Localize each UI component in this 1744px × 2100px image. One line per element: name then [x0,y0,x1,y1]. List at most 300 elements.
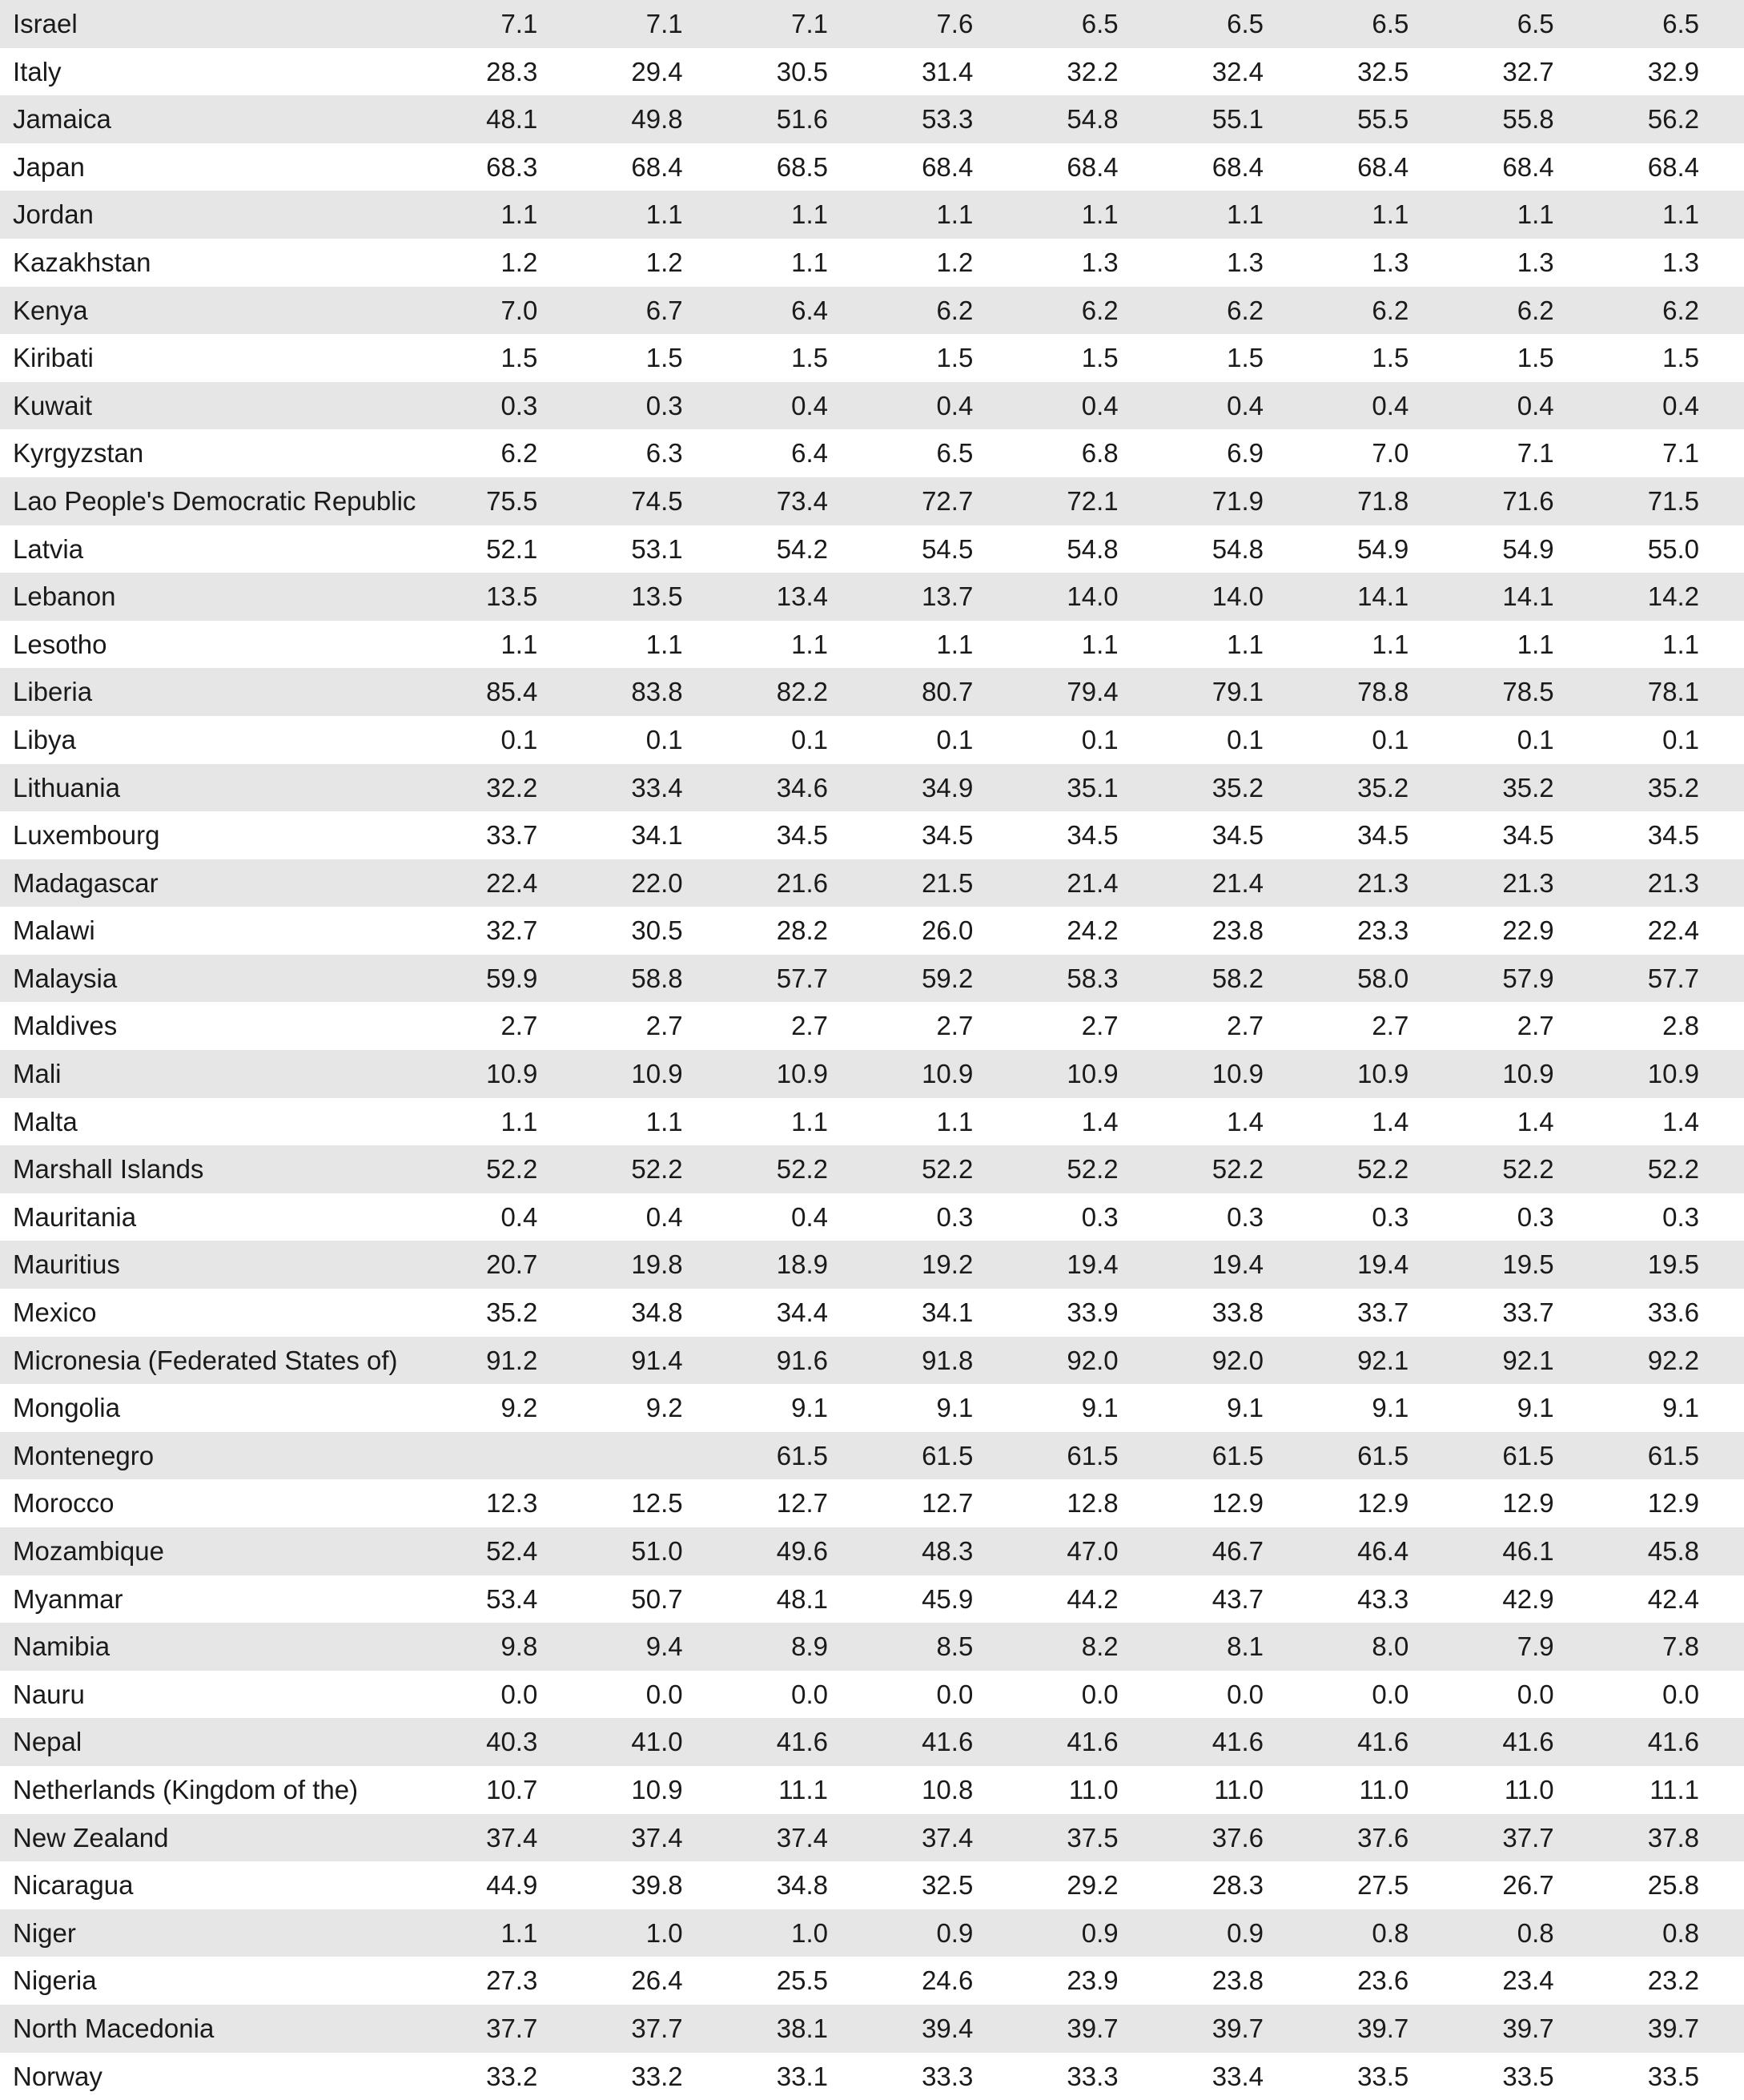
value-cell: 23.3 [1357,915,1409,946]
value-cell: 57.7 [776,963,828,993]
value-cell: 34.5 [922,820,974,851]
value-cell: 1.4 [1662,1106,1699,1136]
value-cell: 44.2 [1067,1583,1119,1614]
value-cell: 49.6 [776,1536,828,1566]
value-cell: 9.1 [936,1393,974,1423]
value-cell: 57.9 [1502,963,1554,993]
value-cell: 37.6 [1212,1822,1264,1853]
value-cell: 2.7 [1227,1011,1264,1041]
value-cell: 56.2 [1647,104,1699,135]
value-cell: 22.4 [486,867,538,898]
value-cell: 0.3 [1517,1201,1554,1232]
value-cell: 21.4 [1212,867,1264,898]
value-cell: 0.0 [645,1679,683,1709]
value-cell: 91.2 [486,1345,538,1375]
country-name-cell: Jordan [13,199,94,230]
country-name-cell: Nicaragua [13,1870,134,1901]
value-cell: 33.5 [1357,2061,1409,2091]
value-cell: 0.1 [936,724,974,754]
value-cell: 1.1 [1517,629,1554,659]
value-cell: 2.7 [1081,1011,1119,1041]
value-cell: 1.4 [1372,1106,1409,1136]
value-cell: 6.2 [500,438,538,469]
value-cell: 1.3 [1372,247,1409,277]
value-cell: 78.5 [1502,677,1554,707]
value-cell: 37.4 [922,1822,974,1853]
table-row [0,1623,1744,1671]
value-cell: 1.5 [791,343,828,373]
table-row [0,1527,1744,1575]
value-cell: 29.2 [1067,1870,1119,1901]
table-row [0,334,1744,382]
value-cell: 48.1 [486,104,538,135]
value-cell: 61.5 [1647,1440,1699,1470]
value-cell: 1.3 [1662,247,1699,277]
value-cell: 68.4 [1647,151,1699,182]
country-name-cell: North Macedonia [13,2013,215,2043]
value-cell: 42.9 [1502,1583,1554,1614]
value-cell: 32.5 [922,1870,974,1901]
value-cell: 59.9 [486,963,538,993]
value-cell: 59.2 [922,963,974,993]
value-cell: 39.7 [1357,2013,1409,2043]
country-name-cell: Nigeria [13,1965,97,1996]
value-cell: 39.7 [1502,2013,1554,2043]
value-cell: 1.2 [936,247,974,277]
value-cell: 41.6 [1502,1727,1554,1757]
table-row [0,429,1744,477]
value-cell: 33.3 [1067,2061,1119,2091]
table-row [0,143,1744,191]
value-cell: 37.4 [486,1822,538,1853]
value-cell: 34.5 [1212,820,1264,851]
value-cell: 1.1 [936,1106,974,1136]
value-cell: 0.1 [1081,724,1119,754]
value-cell: 1.5 [1227,343,1264,373]
value-cell: 1.5 [1662,343,1699,373]
value-cell: 58.0 [1357,963,1409,993]
country-name-cell: Malawi [13,915,95,946]
value-cell: 61.5 [1212,1440,1264,1470]
value-cell: 27.5 [1357,1870,1409,1901]
value-cell: 32.7 [486,915,538,946]
value-cell: 39.7 [1647,2013,1699,2043]
table-row [0,1766,1744,1814]
value-cell: 41.0 [631,1727,683,1757]
value-cell: 10.9 [776,1059,828,1089]
value-cell: 37.5 [1067,1822,1119,1853]
value-cell: 10.9 [486,1059,538,1089]
value-cell: 29.4 [631,56,683,86]
value-cell: 11.0 [1214,1774,1264,1804]
value-cell: 0.4 [1517,390,1554,420]
value-cell: 31.4 [922,56,974,86]
value-cell: 8.5 [936,1631,974,1662]
value-cell: 1.0 [791,1917,828,1948]
value-cell: 14.2 [1647,581,1699,612]
value-cell: 10.9 [1212,1059,1264,1089]
value-cell: 0.0 [1227,1679,1264,1709]
country-name-cell: Libya [13,724,76,754]
value-cell: 6.2 [1227,295,1264,325]
value-cell: 33.9 [1067,1297,1119,1328]
table-row [0,1193,1744,1241]
value-cell: 1.0 [645,1917,683,1948]
value-cell: 7.1 [1662,438,1699,469]
value-cell: 8.1 [1227,1631,1264,1662]
country-name-cell: Lebanon [13,581,116,612]
value-cell: 19.4 [1212,1249,1264,1280]
country-name-cell: Luxembourg [13,820,160,851]
value-cell: 30.5 [631,915,683,946]
table-row [0,2005,1744,2053]
value-cell: 11.0 [1359,1774,1409,1804]
value-cell: 0.0 [1517,1679,1554,1709]
value-cell: 12.9 [1502,1488,1554,1519]
value-cell: 8.0 [1372,1631,1409,1662]
value-cell: 6.3 [645,438,683,469]
value-cell: 0.3 [645,390,683,420]
country-name-cell: Mauritius [13,1249,120,1280]
value-cell: 6.4 [791,438,828,469]
table-row [0,1671,1744,1719]
value-cell: 1.4 [1081,1106,1119,1136]
value-cell: 1.1 [500,199,538,230]
value-cell: 61.5 [776,1440,828,1470]
value-cell: 2.7 [936,1011,974,1041]
value-cell: 1.1 [1662,629,1699,659]
country-name-cell: Namibia [13,1631,111,1662]
value-cell: 9.1 [1227,1393,1264,1423]
value-cell: 46.1 [1502,1536,1554,1566]
value-cell: 50.7 [631,1583,683,1614]
value-cell: 42.4 [1647,1583,1699,1614]
value-cell: 40.3 [486,1727,538,1757]
value-cell: 1.1 [1517,199,1554,230]
value-cell: 0.4 [500,1201,538,1232]
value-cell: 32.2 [1067,56,1119,86]
value-cell: 1.5 [1372,343,1409,373]
value-cell: 47.0 [1067,1536,1119,1566]
value-cell: 0.1 [645,724,683,754]
value-cell: 1.5 [936,343,974,373]
value-cell: 14.1 [1502,581,1554,612]
value-cell: 34.1 [922,1297,974,1328]
value-cell: 1.1 [936,629,974,659]
value-cell: 13.5 [631,581,683,612]
value-cell: 46.4 [1357,1536,1409,1566]
table-row [0,1145,1744,1193]
value-cell: 74.5 [631,485,683,516]
value-cell: 0.9 [1227,1917,1264,1948]
value-cell: 35.2 [1647,772,1699,803]
country-name-cell: Mali [13,1059,62,1089]
value-cell: 23.6 [1357,1965,1409,1996]
value-cell: 21.5 [922,867,974,898]
value-cell: 21.3 [1647,867,1699,898]
value-cell: 41.6 [1212,1727,1264,1757]
value-cell: 19.4 [1067,1249,1119,1280]
value-cell: 1.1 [1662,199,1699,230]
value-cell: 10.9 [1502,1059,1554,1089]
value-cell: 10.8 [922,1774,974,1804]
country-name-cell: New Zealand [13,1822,169,1853]
value-cell: 33.7 [486,820,538,851]
value-cell: 26.7 [1502,1870,1554,1901]
value-cell: 9.1 [791,1393,828,1423]
value-cell: 45.9 [922,1583,974,1614]
value-cell: 37.7 [486,2013,538,2043]
value-cell: 34.8 [776,1870,828,1901]
value-cell: 21.3 [1357,867,1409,898]
country-name-cell: Kuwait [13,390,93,420]
value-cell: 71.5 [1647,485,1699,516]
value-cell: 34.5 [1357,820,1409,851]
value-cell: 12.9 [1647,1488,1699,1519]
table-row [0,239,1744,287]
value-cell: 0.8 [1517,1917,1554,1948]
value-cell: 75.5 [486,485,538,516]
value-cell: 12.9 [1212,1488,1264,1519]
value-cell: 0.3 [936,1201,974,1232]
value-cell: 37.8 [1647,1822,1699,1853]
value-cell: 6.2 [1081,295,1119,325]
value-cell: 58.3 [1067,963,1119,993]
value-cell: 52.2 [631,1154,683,1185]
table-row [0,764,1744,812]
table-row [0,1718,1744,1766]
value-cell: 73.4 [776,485,828,516]
value-cell: 7.1 [645,9,683,38]
value-cell: 34.5 [1647,820,1699,851]
value-cell: 92.1 [1502,1345,1554,1375]
value-cell: 1.1 [791,629,828,659]
value-cell: 19.5 [1502,1249,1554,1280]
value-cell: 18.9 [776,1249,828,1280]
value-cell: 12.9 [1357,1488,1409,1519]
value-cell: 0.1 [791,724,828,754]
table-row [0,907,1744,955]
value-cell: 68.3 [486,151,538,182]
country-name-cell: Lao People's Democratic Republic [13,485,416,516]
value-cell: 6.5 [936,438,974,469]
value-cell: 68.5 [776,151,828,182]
value-cell: 48.3 [922,1536,974,1566]
value-cell: 52.2 [1502,1154,1554,1185]
country-name-cell: Myanmar [13,1583,123,1614]
value-cell: 28.3 [486,56,538,86]
value-cell: 35.2 [1502,772,1554,803]
value-cell: 71.6 [1502,485,1554,516]
country-name-cell: Micronesia (Federated States of) [13,1345,398,1375]
value-cell: 92.2 [1647,1345,1699,1375]
value-cell: 19.4 [1357,1249,1409,1280]
value-cell: 0.1 [1372,724,1409,754]
value-cell: 35.2 [1357,772,1409,803]
value-cell: 24.6 [922,1965,974,1996]
country-name-cell: Jamaica [13,104,111,135]
value-cell: 39.7 [1067,2013,1119,2043]
value-cell: 55.5 [1357,104,1409,135]
table-row [0,1098,1744,1146]
value-cell: 6.7 [645,295,683,325]
value-cell: 10.9 [1357,1059,1409,1089]
value-cell: 34.8 [631,1297,683,1328]
value-cell: 20.7 [486,1249,538,1280]
country-name-cell: Mexico [13,1297,97,1328]
table-row [0,191,1744,239]
value-cell: 2.7 [791,1011,828,1041]
value-cell [582,1432,727,1480]
value-cell: 8.9 [791,1631,828,1662]
value-cell: 33.4 [1212,2061,1264,2091]
value-cell: 32.2 [486,772,538,803]
value-cell: 35.2 [486,1297,538,1328]
table-row [0,1337,1744,1385]
value-cell: 79.1 [1212,677,1264,707]
value-cell: 23.2 [1647,1965,1699,1996]
value-cell: 23.4 [1502,1965,1554,1996]
value-cell: 0.3 [1081,1201,1119,1232]
table-row [0,525,1744,573]
value-cell: 2.7 [645,1011,683,1041]
country-name-cell: Montenegro [13,1440,155,1470]
value-cell: 0.0 [936,1679,974,1709]
value-cell: 9.2 [500,1393,538,1423]
value-cell: 2.8 [1662,1011,1699,1041]
value-cell: 14.0 [1212,581,1264,612]
value-cell: 6.9 [1227,438,1264,469]
value-cell: 2.7 [500,1011,538,1041]
value-cell: 23.8 [1212,915,1264,946]
country-name-cell: Mauritania [13,1201,137,1232]
value-cell: 0.3 [1372,1201,1409,1232]
value-cell: 11.0 [1068,1774,1119,1804]
value-cell: 25.5 [776,1965,828,1996]
value-cell: 92.0 [1212,1345,1264,1375]
value-cell: 48.1 [776,1583,828,1614]
value-cell: 0.4 [1662,390,1699,420]
country-name-cell: Nepal [13,1727,82,1757]
value-cell: 37.4 [776,1822,828,1853]
value-cell: 0.0 [500,1679,538,1709]
value-cell: 13.4 [776,581,828,612]
table-row [0,1002,1744,1050]
value-cell: 33.2 [486,2061,538,2091]
value-cell: 51.6 [776,104,828,135]
value-cell: 55.1 [1212,104,1264,135]
value-cell: 33.2 [631,2061,683,2091]
value-cell: 25.8 [1647,1870,1699,1901]
value-cell: 1.2 [645,247,683,277]
value-cell: 61.5 [1502,1440,1554,1470]
value-cell: 33.7 [1502,1297,1554,1328]
value-cell: 34.5 [1502,820,1554,851]
value-cell: 92.1 [1357,1345,1409,1375]
table-row [0,811,1744,859]
table-row [0,1575,1744,1623]
value-cell: 33.4 [631,772,683,803]
country-name-cell: Mozambique [13,1536,164,1566]
value-cell: 39.8 [631,1870,683,1901]
value-cell: 1.3 [1517,247,1554,277]
value-cell: 9.1 [1081,1393,1119,1423]
value-cell: 32.4 [1212,56,1264,86]
value-cell: 1.1 [645,1106,683,1136]
value-cell: 7.1 [500,9,538,38]
value-cell: 0.9 [1081,1917,1119,1948]
value-cell: 49.8 [631,104,683,135]
value-cell: 0.8 [1372,1917,1409,1948]
value-cell: 34.5 [776,820,828,851]
value-cell: 34.9 [922,772,974,803]
value-cell: 6.8 [1081,438,1119,469]
value-cell: 72.7 [922,485,974,516]
value-cell: 1.1 [791,1106,828,1136]
value-cell: 1.1 [936,199,974,230]
value-cell: 1.3 [1081,247,1119,277]
value-cell: 28.2 [776,915,828,946]
value-cell: 0.4 [936,390,974,420]
value-cell: 52.2 [1647,1154,1699,1185]
value-cell: 0.9 [936,1917,974,1948]
value-cell: 0.1 [1662,724,1699,754]
country-name-cell: Latvia [13,533,84,564]
value-cell: 7.1 [1517,438,1554,469]
value-cell: 91.4 [631,1345,683,1375]
country-name-cell: Kazakhstan [13,247,151,277]
table-row [0,1384,1744,1432]
value-cell: 54.9 [1502,533,1554,564]
value-cell [437,1432,582,1480]
value-cell: 9.2 [645,1393,683,1423]
value-cell: 61.5 [922,1440,974,1470]
value-cell: 52.2 [922,1154,974,1185]
value-cell: 41.6 [1357,1727,1409,1757]
table-row [0,382,1744,430]
country-name-cell: Lithuania [13,772,120,803]
value-cell: 6.5 [1517,9,1554,38]
value-cell: 58.2 [1212,963,1264,993]
value-cell: 41.6 [1647,1727,1699,1757]
value-cell: 72.1 [1067,485,1119,516]
value-cell: 43.7 [1212,1583,1264,1614]
value-cell: 0.0 [1372,1679,1409,1709]
value-cell: 0.4 [645,1201,683,1232]
value-cell: 21.6 [776,867,828,898]
value-cell: 41.6 [922,1727,974,1757]
value-cell: 0.8 [1662,1917,1699,1948]
country-name-cell: Niger [13,1917,76,1948]
value-cell: 23.9 [1067,1965,1119,1996]
value-cell: 6.5 [1372,9,1409,38]
country-name-cell: Liberia [13,677,93,707]
table-row [0,955,1744,1003]
table-row [0,2053,1744,2100]
value-cell: 0.3 [500,390,538,420]
value-cell: 14.0 [1067,581,1119,612]
value-cell: 68.4 [1212,151,1264,182]
value-cell: 46.7 [1212,1536,1264,1566]
value-cell: 52.2 [486,1154,538,1185]
value-cell: 91.8 [922,1345,974,1375]
value-cell: 68.4 [631,151,683,182]
value-cell: 12.7 [776,1488,828,1519]
value-cell: 55.0 [1647,533,1699,564]
value-cell: 1.1 [791,199,828,230]
value-cell: 54.9 [1357,533,1409,564]
value-cell: 32.5 [1357,56,1409,86]
